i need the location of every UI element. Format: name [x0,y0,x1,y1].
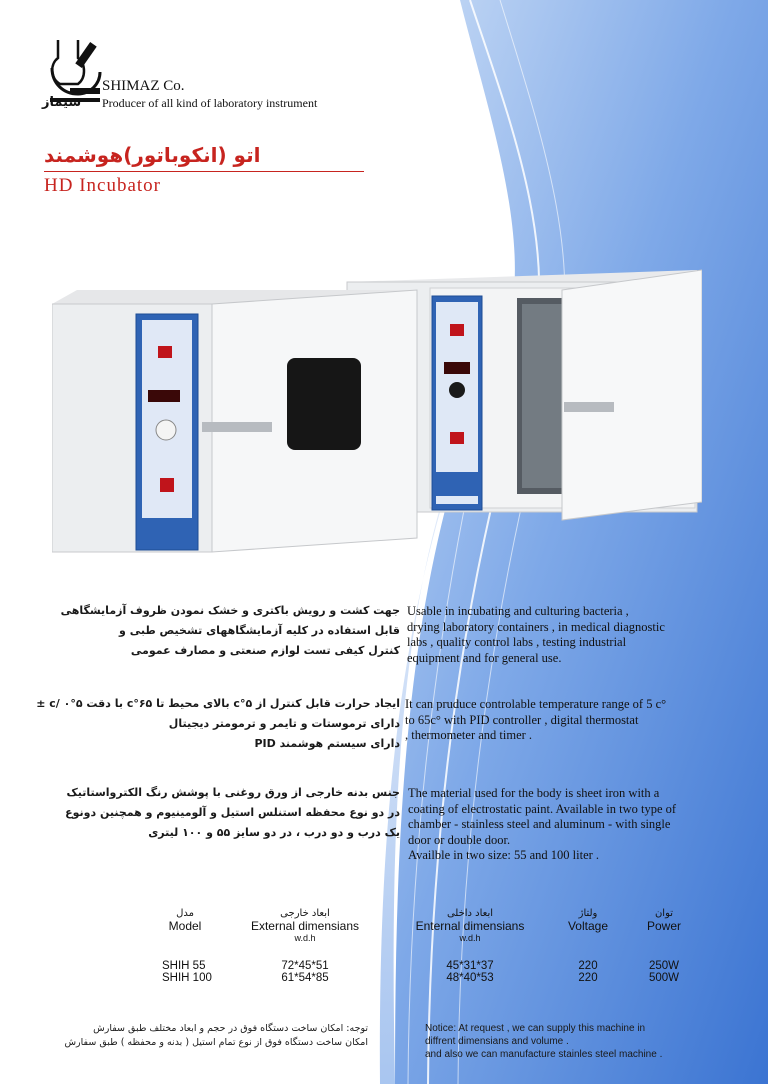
col-internal [410,908,530,943]
header-fa: ابعاد خارجی [280,908,330,919]
header-fa: ولتاژ [578,908,598,919]
section-1-fa-line: کنترل کیفی تست لوازم صنعتی و مصارف عمومی [130,644,400,657]
header-sub: w.d.h [459,933,481,943]
notice-fa-line: امکان ساخت دستگاه فوق از نوع تمام استیل ( بدنه و محفظه ) طبق سفارش [64,1037,368,1048]
section-2-persian [30,697,400,757]
section-2-en-line: , thermometer and timer . [405,728,533,742]
section-1-english [407,604,737,666]
section-3-en-line: coating of electrostatic paint. Available in two type of [408,801,677,816]
col-voltage [558,908,618,933]
company-name: SHIMAZ Co. [102,78,185,94]
notice-en-line: Notice: At request , we can supply this machine in [425,1023,646,1034]
notice-en-line: and also we can manufacture stainles steel machine . [425,1049,663,1060]
incubator-small [52,290,417,552]
header-en: Model [168,919,202,933]
table-row [240,960,370,984]
section-3-en-line: Availble in two size: 55 and 100 liter . [408,848,600,862]
section-3-fa-line: یک درب و دو درب ، در دو سایز ۵۵ و ۱۰۰ لیتری [148,826,400,839]
section-3-fa-line: جنس بدنه خارجی از ورق روغنی با پوشش رنگ الکترواستاتیک [66,786,400,799]
section-2-fa-line: دارای ترموستات و تایمر و ترمومتر دیجیتال [168,717,400,730]
section-1-en-line: drying laboratory containers , in medical diagnostic [407,619,665,634]
title-divider [44,171,364,172]
table-row [634,960,694,984]
section-1-en-line: Usable in incubating and culturing bacteria , [407,604,629,618]
section-2-english [405,697,735,744]
section-3-english [408,786,738,864]
cell-internal: 48*40*53 [446,972,494,984]
table-row [410,960,530,984]
section-1-en-line: labs , quality control labs , testing industrial [407,635,627,649]
notice-english [425,1022,745,1061]
cell-power: 500W [648,972,680,984]
page-title: HD Incubator [44,175,161,196]
header-en: External dimensians [250,919,360,933]
cell-external: 61*54*85 [281,972,329,984]
cell-power: 250W [648,960,680,972]
table-row [558,960,618,984]
notice-fa-line: توجه: امکان ساخت دستگاه فوق در حجم و ابعاد مختلف طبق سفارش [93,1023,368,1034]
section-3-fa-line: در دو نوع محفظه استنلس استیل و آلومینیوم و همچنین دونوع [65,806,400,819]
section-1-en-line: equipment and for general use. [407,650,562,665]
cell-voltage: 220 [578,972,598,984]
section-2-en-line: to 65c° with PID controller , digital thermostat [405,712,639,727]
spec-table [0,908,768,993]
table-row [150,960,232,984]
cell-model: SHIH 100 [162,972,212,984]
cell-model: SHIH 55 [162,960,206,972]
company-tagline: Producer of all kind of laboratory instrument [102,96,318,110]
section-2-fa-line: ایجاد حرارت قابل کنترل از ۵°c بالای محیط تا ۶۵°c با دقت ۵°c/ ۰ ± [36,697,400,710]
cell-internal: 45*31*37 [446,960,494,972]
cell-voltage: 220 [578,960,598,972]
header-fa: ابعاد داخلی [446,908,494,919]
page-title-persian: اتو (انکوباتور)هوشمند [44,143,261,167]
header-fa: توان [654,908,674,919]
col-external [240,908,370,943]
section-2-fa-line: دارای سیستم هوشمند PID [254,737,400,750]
section-3-en-line: door or double door. [408,832,511,847]
section-1-fa-line: قابل استفاده در کلیه آزمایشگاههای تشخیص طبی و [119,624,400,637]
section-1-fa-line: جهت کشت و رویش باکتری و خشک نمودن ظروف آزمایشگاهی [60,604,400,617]
logo-text: شیماز [42,95,82,110]
section-2-en-line: It can pruduce controlable temperature range of 5 c° [405,697,667,711]
cell-external: 72*45*51 [281,960,329,972]
header-fa: مدل [176,908,194,919]
section-3-en-line: The material used for the body is sheet iron with a [408,786,660,800]
header-en: Enternal dimensians [415,919,525,933]
header-en: Voltage [567,919,609,933]
col-power [634,908,694,933]
section-3-en-line: chamber - stainless steel and aluminum - with single [408,817,671,831]
col-model [150,908,220,933]
section-3-persian [30,786,400,846]
incubator-product-image [52,262,702,557]
header-en: Power [646,919,681,933]
section-1-persian [30,604,400,664]
header-sub: w.d.h [294,933,316,943]
notice-persian [38,1022,368,1050]
notice-en-line: diffrent dimensians and volume . [425,1036,569,1047]
